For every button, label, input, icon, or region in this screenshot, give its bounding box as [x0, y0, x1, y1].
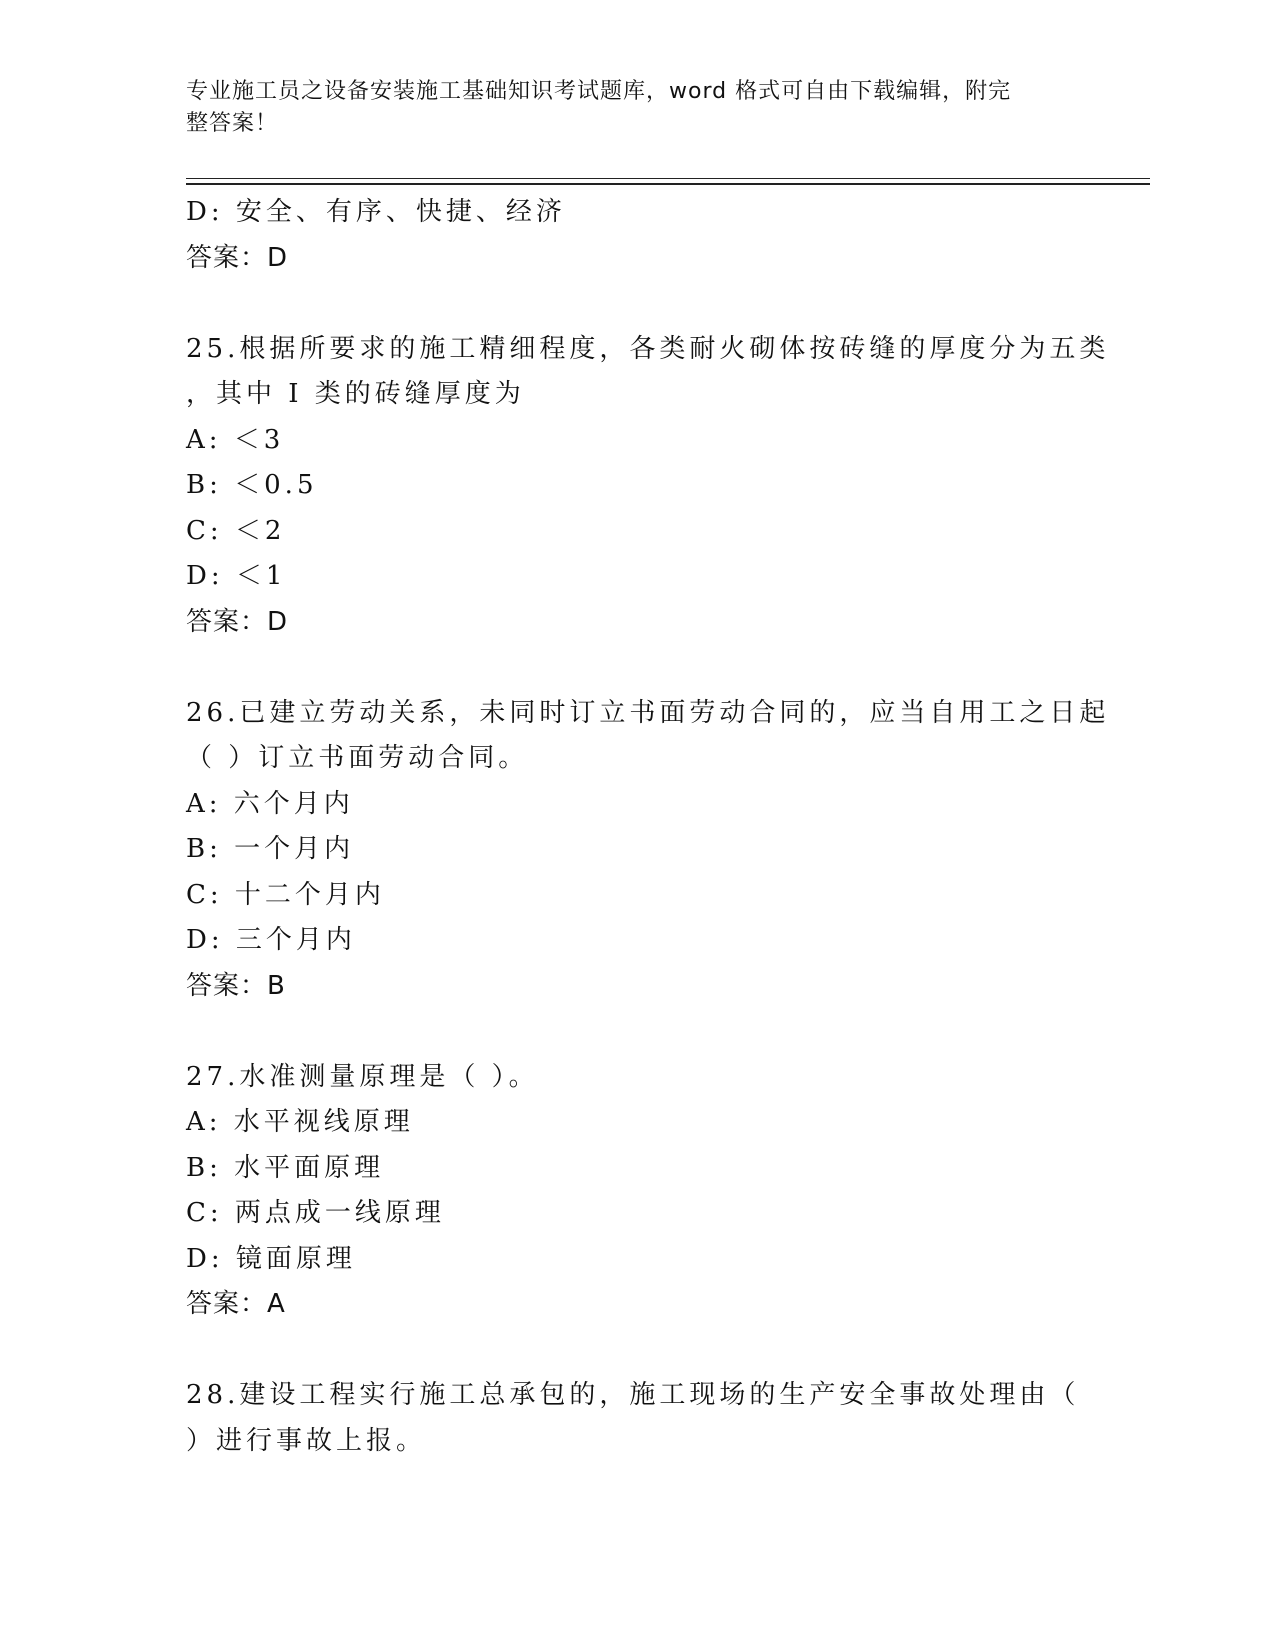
- question-block-previous: [186, 190, 1086, 281]
- question-stem-line: ，其中 I 类的砖缝厚度为: [186, 379, 525, 409]
- option-a: A: ＜3: [186, 424, 285, 455]
- option-a: A: 六个月内: [186, 788, 354, 819]
- answer-line: 答案：B: [186, 970, 286, 1001]
- option-c: C: 十二个月内: [186, 879, 385, 910]
- question-block-28: [186, 1373, 1086, 1464]
- option-d: D: 安全、有序、快捷、经济: [186, 197, 566, 227]
- header-divider-thick: [186, 183, 1150, 185]
- question-stem-line: 25.根据所要求的施工精细程度，各类耐火砌体按砖缝的厚度分为五类: [186, 333, 1110, 364]
- question-stem-line: ）进行事故上报。: [186, 1425, 427, 1456]
- option-b: B: 水平面原理: [186, 1152, 385, 1183]
- answer-line: 答案：A: [186, 1289, 286, 1319]
- answer-line: 答案：D: [186, 606, 289, 637]
- header-line-2: 整答案！: [186, 111, 279, 136]
- question-stem-line: 27.水准测量原理是（ ）。: [186, 1061, 539, 1092]
- question-block-25: [186, 327, 1110, 646]
- option-b: B: ＜0.5: [186, 470, 318, 500]
- question-block-27: [186, 1055, 1086, 1328]
- question-stem-line: （ ）订立书面劳动合同。: [186, 743, 529, 773]
- option-c: C: ＜2: [186, 515, 286, 546]
- option-d: D: 三个月内: [186, 925, 356, 955]
- header-divider-thin: [186, 178, 1150, 179]
- option-c: C: 两点成一线原理: [186, 1198, 445, 1228]
- option-d: D: 镜面原理: [186, 1243, 356, 1274]
- header-line-1: 专业施工员之设备安装施工基础知识考试题库，word 格式可自由下载编辑，附完: [186, 79, 1012, 104]
- document-header: [186, 76, 1066, 140]
- question-stem-line: 26.已建立劳动关系，未同时订立书面劳动合同的，应当自用工之日起: [186, 697, 1110, 728]
- option-b: B: 一个月内: [186, 834, 355, 864]
- answer-line: 答案：D: [186, 242, 289, 273]
- option-d: D: ＜1: [186, 561, 287, 591]
- question-stem-line: 28.建设工程实行施工总承包的，施工现场的生产安全事故处理由（: [186, 1380, 1080, 1410]
- option-a: A: 水平视线原理: [186, 1107, 414, 1137]
- question-block-26: [186, 691, 1110, 1010]
- question-list: [186, 190, 1110, 1464]
